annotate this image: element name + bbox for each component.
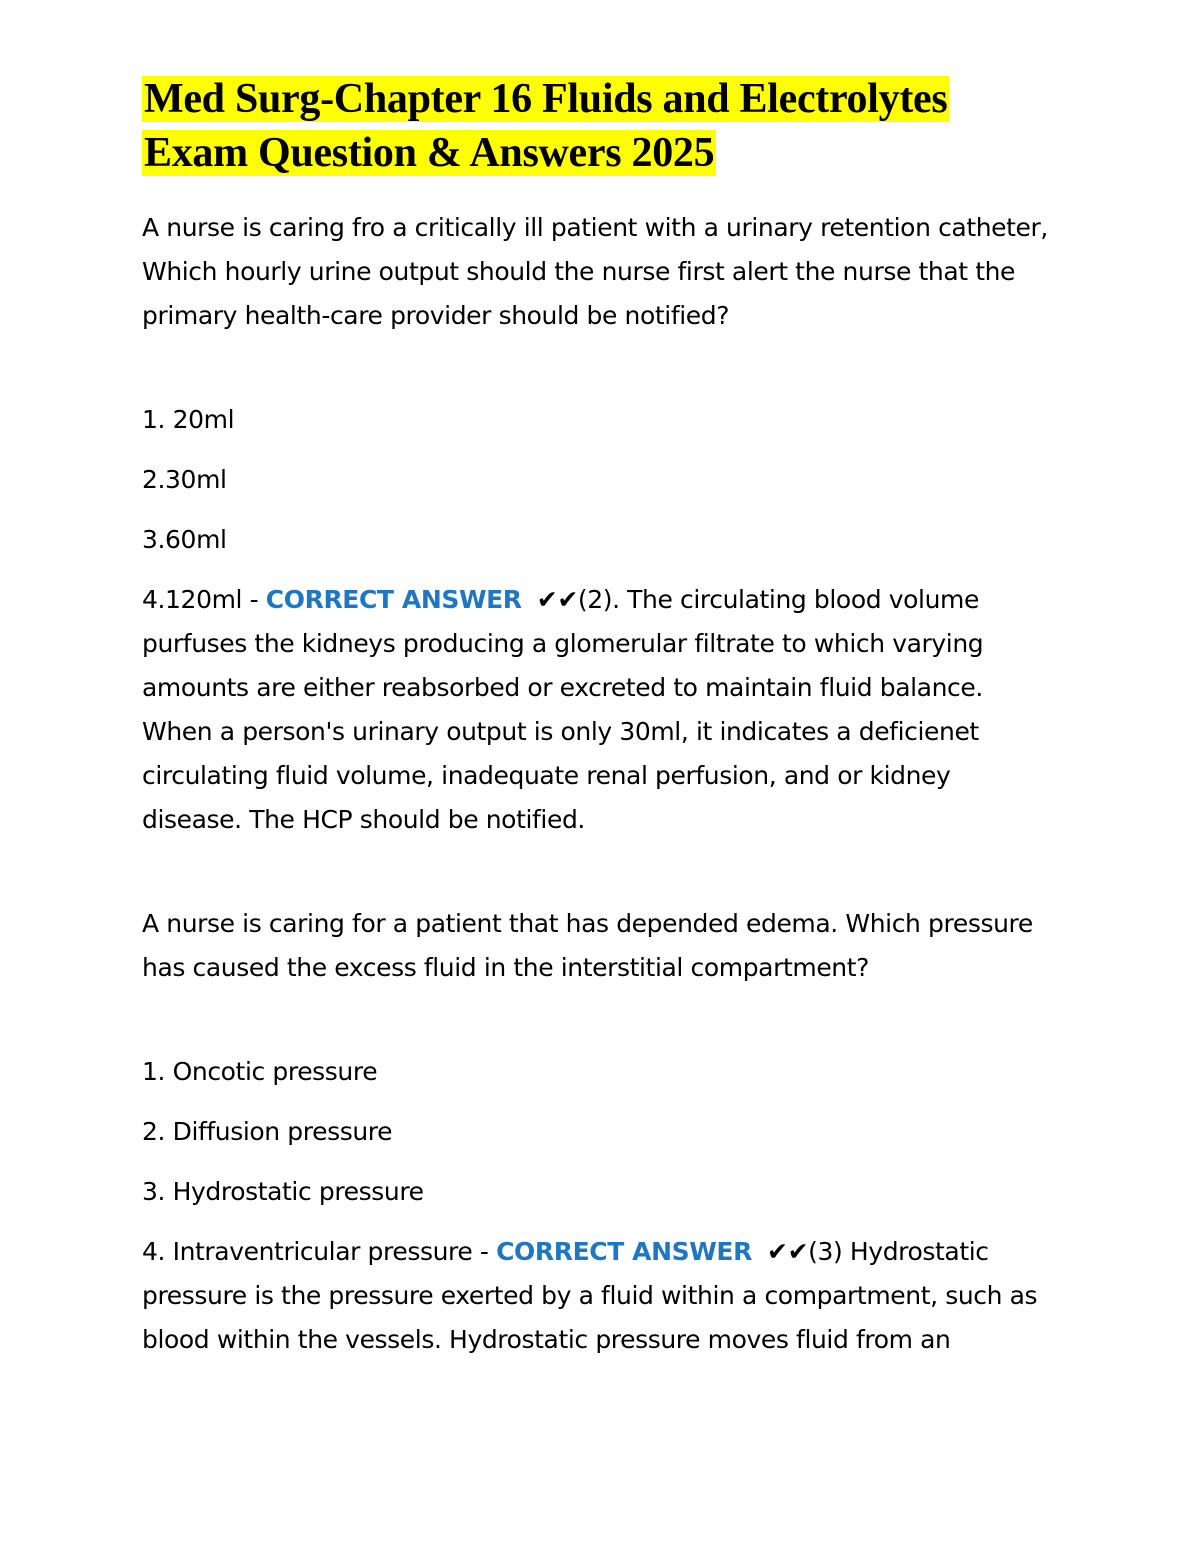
answer-separator: - [242,585,266,614]
question-1-option-3: 3.60ml [142,525,227,554]
question-2-option-3: 3. Hydrostatic pressure [142,1177,424,1206]
question-2-option-2: 2. Diffusion pressure [142,1117,393,1146]
title-highlight-line-2: Exam Question & Answers 2025 [144,130,715,176]
check-marks-icon: ✔✔ [536,585,578,614]
question-2-explanation: (3) Hydrostatic pressure is the pressure exerted by a fluid within a compartment, such as blood within the vessels. Hydrostatic pressure moves fluid from an [142,1237,1038,1354]
question-1-text: A nurse is caring fro a critically ill patient with a urinary retention catheter, Which hourly urine output should the nurse first alert the nurse that the primary health-care provider should be notified? [142,213,1048,330]
question-1-answer [142,578,1052,842]
document-body [142,206,1052,1362]
answer-separator: - [472,1237,497,1266]
check-marks-icon: ✔✔ [767,1237,809,1266]
correct-answer-label: CORRECT ANSWER [265,585,522,614]
question-1-explanation: (2). The circulating blood volume purfuses the kidneys producing a glomerular filtrate to which varying amounts are either reabsorbed or excreted to maintain fluid balance. When a person's urinary output is only 30ml, it indicates a deficienet circulating fluid volume, inadequate renal perfusion, and or kidney disease. The HCP should be notified. [142,585,984,834]
question-1-option-2: 2.30ml [142,465,227,494]
title-highlight-line-1: Med Surg-Chapter 16 Fluids and Electrolytes [144,76,948,122]
correct-answer-label: CORRECT ANSWER [496,1237,752,1266]
question-2-option-4: 4. Intraventricular pressure [142,1237,473,1266]
question-1-option-1: 1. 20ml [142,405,235,434]
question-2-text: A nurse is caring for a patient that has depended edema. Which pressure has caused the excess fluid in the interstitial compartment? [142,909,1033,982]
question-2-option-1: 1. Oncotic pressure [142,1057,378,1086]
page-title [142,72,1102,180]
question-2-answer [142,1230,1052,1362]
question-1-option-4: 4.120ml [142,585,243,614]
